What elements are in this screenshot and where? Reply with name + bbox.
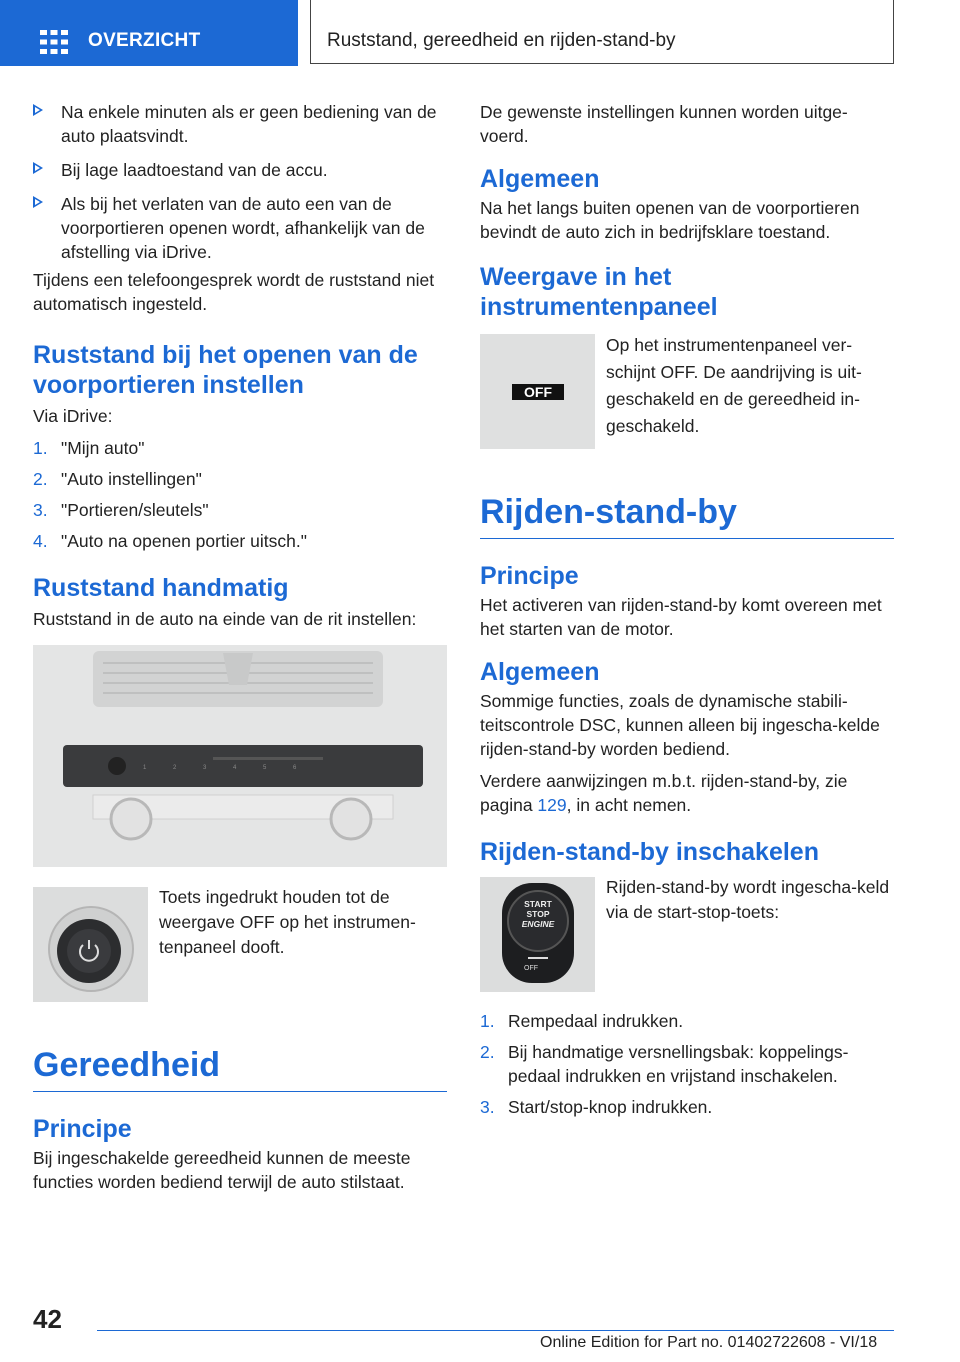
heading-manual: Ruststand handmatig xyxy=(33,574,289,602)
svg-text:5: 5 xyxy=(263,765,267,771)
manual-text: Ruststand in de auto na einde van de rit instellen: xyxy=(33,609,417,629)
left-column xyxy=(33,100,447,1194)
start-stop-labels: START STOP ENGINE xyxy=(521,899,555,929)
page-number: 42 xyxy=(33,1304,62,1334)
power-button-photo xyxy=(33,887,148,1002)
switch-text: Rijden-stand-by wordt ingescha-keld via de start-stop-toets: xyxy=(606,877,890,922)
start-stop-illustration xyxy=(480,877,595,992)
bullet-item: Na enkele minuten als er geen bediening van de auto plaatsvindt. xyxy=(33,100,447,148)
principle2-text: Het activeren van rijden-stand-by komt overeen met het starten van de motor. xyxy=(480,595,882,639)
via-idrive: Via iDrive: xyxy=(33,406,113,426)
page-link[interactable]: 129 xyxy=(537,795,567,815)
right-column xyxy=(480,100,894,1126)
paragraph-phone-call: Tijdens een telefoongesprek wordt de ruststand niet automatisch ingesteld. xyxy=(33,270,435,314)
triangle-bullet-icon xyxy=(33,104,43,116)
svg-text:1: 1 xyxy=(143,765,147,771)
list-item: 1. Rempedaal indrukken. xyxy=(480,1011,684,1031)
heading-standby: Rijden-stand-by xyxy=(480,493,737,531)
dashboard-photo xyxy=(33,645,447,867)
heading-ready: Gereedheid xyxy=(33,1046,221,1084)
overview-button[interactable] xyxy=(0,0,298,66)
intro-text: De gewenste instellingen kunnen worden uitge-voerd. xyxy=(480,102,848,146)
button-figure xyxy=(33,887,447,1005)
display-figure xyxy=(480,334,894,452)
page-header xyxy=(0,0,960,66)
bullet-item: Bij lage laadtoestand van de accu. xyxy=(33,158,447,182)
steps-list xyxy=(33,436,447,553)
dashboard-illustration xyxy=(33,645,447,867)
list-item: 2. "Auto instellingen" xyxy=(33,469,202,489)
heading-doors: Ruststand bij het openen van de voorportieren instellen xyxy=(33,341,418,399)
svg-text:4: 4 xyxy=(233,765,237,771)
grid-menu-icon xyxy=(40,30,68,54)
bullet-item: Als bij het verlaten van de auto een van de voorportieren openen wordt, afhankelijk van de afstelling via iDrive. xyxy=(33,192,447,264)
overview-label: OVERZICHT xyxy=(88,30,201,51)
footer-rule xyxy=(97,1330,894,1331)
heading-general-2: Algemeen xyxy=(480,658,600,686)
list-item: 3. Start/stop-knop indrukken. xyxy=(480,1097,713,1117)
reference-text: Verdere aanwijzingen m.b.t. rijden-stand-by, zie pagina 129, in acht nemen. xyxy=(480,771,848,815)
off-badge: OFF xyxy=(512,384,564,400)
list-item: 3. "Portieren/sleutels" xyxy=(33,500,209,520)
start-stop-photo xyxy=(480,877,595,992)
power-knob-illustration xyxy=(33,887,148,1002)
off-indicator: OFF xyxy=(524,965,538,972)
heading-principle: Principe xyxy=(33,1115,132,1143)
display-text: Op het instrumentenpaneel ver-schijnt OFF. De aandrijving is uit-geschakeld en de gereedheid in-geschakeld. xyxy=(606,335,862,436)
list-item: 2. Bij handmatige versnellingsbak: koppelings-pedaal indrukken en vrijstand inschakelen. xyxy=(480,1042,849,1086)
heading-rule xyxy=(33,1091,447,1092)
svg-text:2: 2 xyxy=(173,765,177,771)
chapter-title-box xyxy=(310,0,894,64)
chapter-title: Ruststand, gereedheid en rijden-stand-by xyxy=(327,30,676,51)
triangle-bullet-icon xyxy=(33,162,43,174)
start-steps-list xyxy=(480,1009,894,1119)
svg-text:6: 6 xyxy=(293,765,297,771)
list-item: 4. "Auto na openen portier uitsch." xyxy=(33,531,307,551)
general2-text: Sommige functies, zoals de dynamische stabili-teitscontrole DSC, kunnen alleen bij ingescha-kelde rijden-stand-by worden bediend. xyxy=(480,691,880,759)
svg-text:3: 3 xyxy=(203,765,207,771)
heading-rule xyxy=(480,538,894,539)
principle-text: Bij ingeschakelde gereedheid kunnen de meeste functies worden bediend terwijl de auto stilstaat. xyxy=(33,1148,411,1192)
general-text: Na het langs buiten openen van de voorportieren bevindt de auto zich in bedrijfsklare toestand. xyxy=(480,198,860,242)
edition-text: Online Edition for Part no. 01402722608 - VI/18 xyxy=(540,1334,878,1351)
triangle-bullet-icon xyxy=(33,196,43,208)
heading-switch-on: Rijden-stand-by inschakelen xyxy=(480,838,819,866)
button-instruction: Toets ingedrukt houden tot de weergave OFF op het instrumen-tenpaneel dooft. xyxy=(159,887,416,957)
heading-general: Algemeen xyxy=(480,165,600,193)
cluster-photo xyxy=(480,334,595,449)
heading-principle-2: Principe xyxy=(480,562,579,590)
list-item: 1. "Mijn auto" xyxy=(33,438,145,458)
start-figure xyxy=(480,877,894,997)
heading-display: Weergave in het instrumentenpaneel xyxy=(480,263,718,321)
indicator-bar xyxy=(528,957,548,959)
